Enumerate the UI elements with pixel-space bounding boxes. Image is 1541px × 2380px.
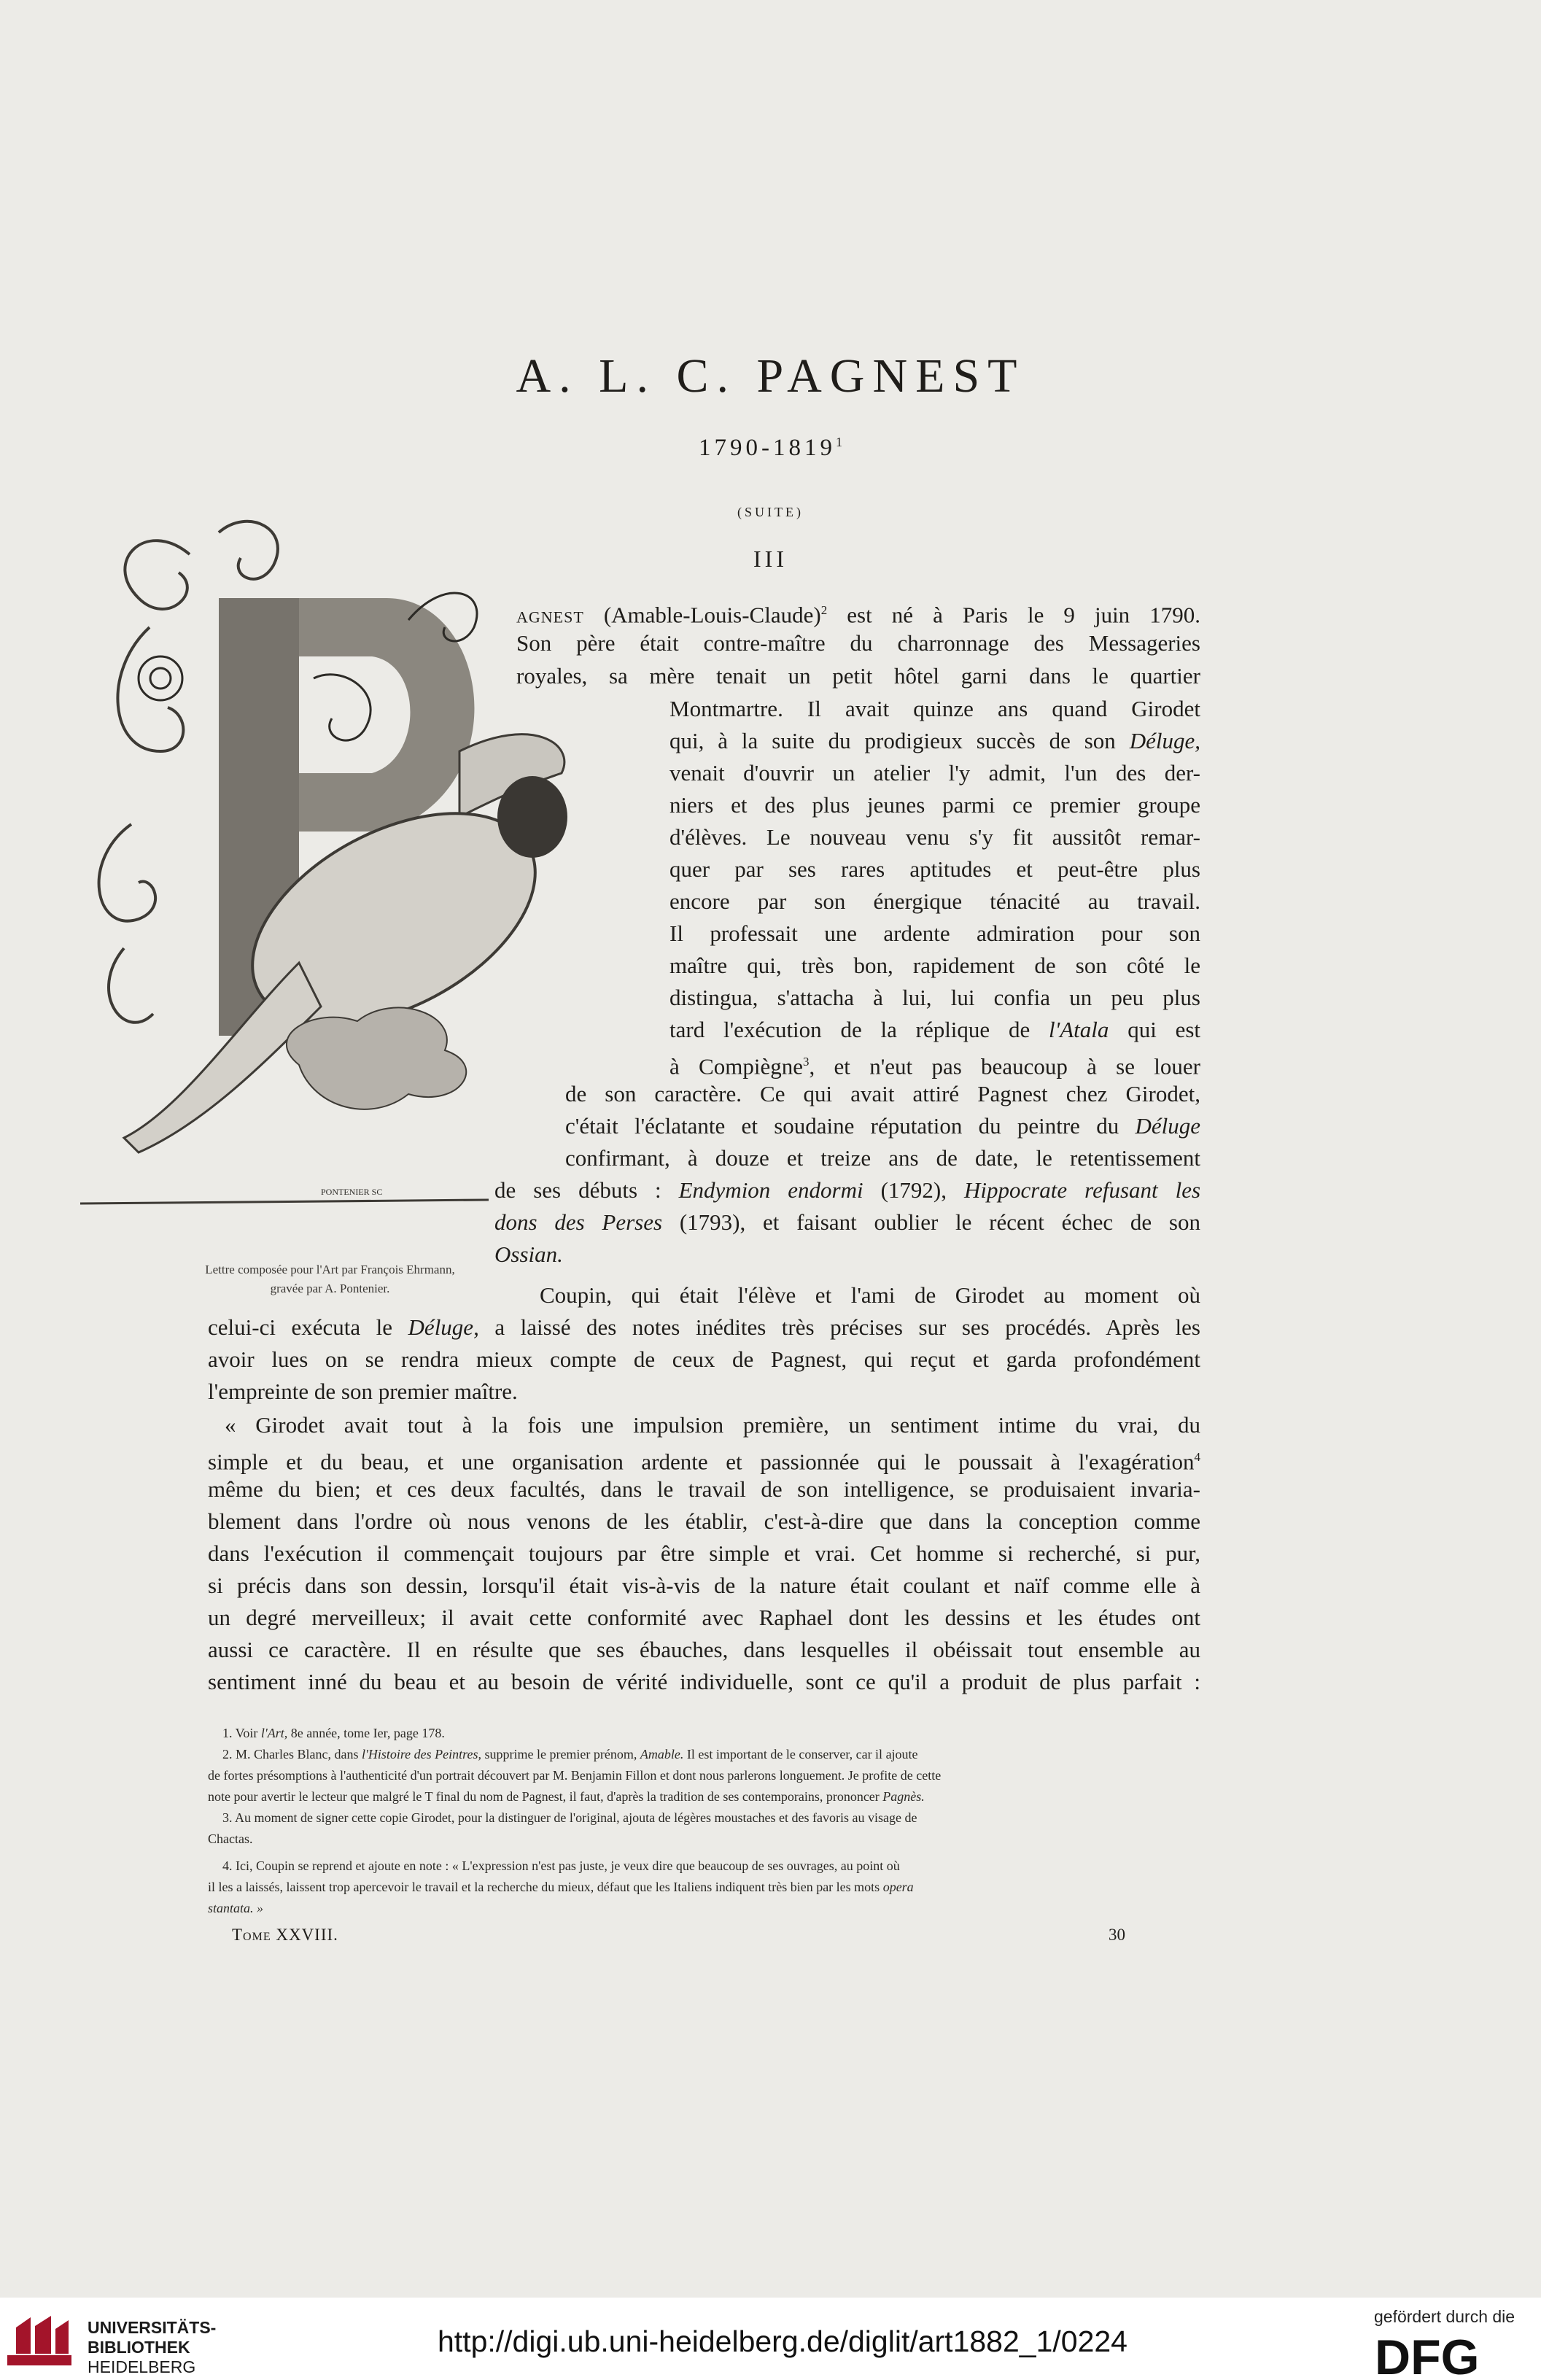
text-span: simple et du beau, et une organisation ardente et passionnée qui le poussait à l'exagération bbox=[208, 1449, 1195, 1475]
text-span: supprime le premier prénom, bbox=[484, 1747, 637, 1761]
body-line bbox=[669, 1046, 1200, 1082]
artwork-title: Déluge, bbox=[1129, 728, 1200, 753]
lead-word: agnest bbox=[516, 602, 584, 628]
engraver-signature: PONTENIER SC bbox=[321, 1187, 383, 1197]
body-line: distingua, s'attacha à lui, lui confia un peu plus bbox=[669, 985, 1200, 1010]
body-line: blement dans l'ordre où nous venons de les établir, c'est-à-dire que dans la conception comme bbox=[208, 1508, 1200, 1534]
sponsor-text: gefördert durch die bbox=[1374, 2307, 1515, 2326]
artwork-title: Hippocrate refusant les bbox=[963, 1177, 1201, 1203]
artwork-title: l'Atala bbox=[1049, 1017, 1109, 1042]
article-dates bbox=[0, 435, 1541, 462]
body-line: « Girodet avait tout à la fois une impulsion première, un sentiment intime du vrai, du bbox=[225, 1412, 1200, 1438]
body-line bbox=[494, 1174, 1200, 1206]
publication-title: l'Art, bbox=[260, 1726, 288, 1740]
article-title: A. L. C. PAGNEST bbox=[516, 349, 1025, 403]
body-line: venait d'ouvrir un atelier l'y admit, l'un des der- bbox=[669, 760, 1200, 786]
footnote-3: 3. Au moment de signer cette copie Girodet, pour la distinguer de l'original, ajouta de légères moustaches et des favoris au visage de bbox=[222, 1810, 917, 1825]
text-span: a laissé des notes inédites très précises sur ses procédés. Après les bbox=[494, 1314, 1200, 1340]
publication-title: l'Histoire des Peintres, bbox=[361, 1747, 481, 1761]
footnote-2 bbox=[222, 1744, 1214, 1765]
body-line bbox=[516, 594, 1200, 631]
cloud bbox=[287, 1007, 466, 1109]
institution-line: HEIDELBERG bbox=[88, 2357, 196, 2376]
dfg-logo-text: DFG bbox=[1375, 2333, 1480, 2377]
body-line: Son père était contre-maître du charronnage des Messageries bbox=[516, 630, 1200, 656]
body-line: même du bien; et ces deux facultés, dans le travail de son intelligence, se produisaient invaria- bbox=[208, 1476, 1200, 1502]
text-span: Il est important de le conserver, car il ajoute bbox=[686, 1747, 918, 1761]
body-line: de son caractère. Ce qui avait attiré Pagnest chez Girodet, bbox=[565, 1081, 1200, 1106]
text-span: note pour avertir le lecteur que malgré le T final du nom de Pagnest, il faut, d'après la tradition de ses contemporains, prononcer bbox=[208, 1789, 880, 1804]
university-name bbox=[88, 2318, 216, 2377]
footnote-4: 4. Ici, Coupin se reprend et ajoute en note : « L'expression n'est pas juste, je veux dire que beaucoup de ses ouvrages, au point où bbox=[222, 1858, 900, 1873]
body-line bbox=[208, 1441, 1200, 1478]
decorated-initial-p-illustration bbox=[80, 511, 576, 1222]
text-span: c'était l'éclatante et soudaine réputation du peintre du bbox=[565, 1113, 1119, 1139]
text-span: de ses débuts : bbox=[494, 1177, 661, 1203]
body-line: Montmartre. Il avait quinze ans quand Girodet bbox=[669, 696, 1200, 721]
footnote-ref-3: 3 bbox=[802, 1055, 810, 1069]
body-line: maître qui, très bon, rapidement de son côté le bbox=[669, 953, 1200, 978]
body-line: Il professait une ardente admiration pour son bbox=[669, 920, 1200, 946]
footnote-2-line-2: de fortes présomptions à l'authenticité d'un portrait découvert par M. Benjamin Fillon et dont nous parlerons longuement. Je profite de cette bbox=[208, 1768, 942, 1783]
footnote-3-line-2: Chactas. bbox=[208, 1831, 253, 1846]
institution-line: UNIVERSITÄTS- bbox=[88, 2318, 217, 2337]
caption-line-1: Lettre composée pour l'Art par François Ehrmann, bbox=[205, 1263, 455, 1276]
body-line: l'empreinte de son premier maître. bbox=[208, 1379, 518, 1404]
text-span: il les a laissés, laissent trop apercevoir le travail et la recherche du mieux, défaut que les Italiens indiquent très bien par les mots bbox=[208, 1880, 880, 1894]
body-line: sentiment inné du beau et au besoin de vérité individuelle, sont ce qu'il a produit de plus parfait : bbox=[208, 1669, 1200, 1694]
text-span: (1793), et faisant oublier le récent échec de son bbox=[679, 1209, 1201, 1235]
institution-line: BIBLIOTHEK bbox=[88, 2338, 190, 2357]
body-line: Coupin, qui était l'élève et l'ami de Girodet au moment où bbox=[540, 1282, 1200, 1308]
text-span: 1. Voir bbox=[222, 1726, 258, 1740]
latin-term: stantata. » bbox=[208, 1901, 264, 1915]
body-line: d'élèves. Le nouveau venu s'y fit aussitôt remar- bbox=[669, 824, 1200, 850]
body-line: si précis dans son dessin, lorsqu'il était vis-à-vis de la nature était coulant et naïf comme elle à bbox=[208, 1573, 1200, 1598]
body-line bbox=[565, 1110, 1200, 1142]
body-line bbox=[208, 1311, 1200, 1344]
text-span: (1792), bbox=[880, 1177, 947, 1203]
body-line bbox=[494, 1206, 1200, 1239]
text-span: celui-ci exécuta le bbox=[208, 1314, 393, 1340]
footnote-ref-4: 4 bbox=[1194, 1450, 1200, 1464]
body-line bbox=[669, 1014, 1200, 1046]
body-line: royales, sa mère tenait un petit hôtel garni dans le quartier bbox=[516, 663, 1200, 689]
body-line bbox=[494, 1239, 1200, 1271]
page-number: 30 bbox=[1109, 1926, 1125, 1944]
figure-caption bbox=[168, 1260, 492, 1298]
body-line: confirmant, à douze et treize ans de date, le retentissement bbox=[565, 1145, 1200, 1171]
footnote-4-line-2 bbox=[208, 1877, 1200, 1898]
body-line bbox=[669, 725, 1200, 757]
name-emphasis: Amable. bbox=[640, 1747, 684, 1761]
name-emphasis: Pagnès. bbox=[882, 1789, 925, 1804]
body-line: aussi ce caractère. Il en résulte que ses ébauches, dans lesquelles il obéissait tout ensemble au bbox=[208, 1637, 1200, 1662]
artwork-title: Ossian. bbox=[494, 1241, 563, 1267]
artwork-title: Endymion endormi bbox=[678, 1177, 863, 1203]
text-span: à Compiègne bbox=[669, 1053, 803, 1079]
text-span: 8e année, tome Ier, page 178. bbox=[290, 1726, 445, 1740]
text-span: qui est bbox=[1127, 1017, 1201, 1042]
dates-text: 1790-1819 bbox=[699, 435, 836, 461]
footnote-4-line-3 bbox=[208, 1898, 1200, 1919]
text-span: tard l'exécution de la réplique de bbox=[669, 1017, 1030, 1042]
artwork-title: Déluge bbox=[1135, 1113, 1200, 1139]
latin-term: opera bbox=[882, 1880, 914, 1894]
caption-line-2: gravée par A. Pontenier. bbox=[270, 1282, 390, 1295]
footnote-1 bbox=[222, 1723, 1214, 1744]
dfg-logo-icon bbox=[1375, 2333, 1521, 2377]
body-line: un degré merveilleux; il avait cette conformité avec Raphael dont les dessins et les études ont bbox=[208, 1605, 1200, 1630]
suite-label: (SUITE) bbox=[737, 505, 804, 519]
body-line: quer par ses rares aptitudes et peut-être plus bbox=[669, 856, 1200, 882]
body-line: avoir lues on se rendra mieux compte de ceux de Pagnest, qui reçut et garda profondément bbox=[208, 1346, 1200, 1372]
body-line: encore par son énergique ténacité au travail. bbox=[669, 888, 1200, 914]
footnote-ref-1: 1 bbox=[836, 435, 842, 449]
permalink-url[interactable]: http://digi.ub.uni-heidelberg.de/diglit/art1882_1/0224 bbox=[438, 2325, 1127, 2358]
footnote-ref-2: 2 bbox=[820, 603, 828, 617]
figure-head bbox=[497, 776, 567, 858]
artwork-title: Déluge, bbox=[408, 1314, 479, 1340]
text-span: qui, à la suite du prodigieux succès de son bbox=[669, 728, 1116, 753]
university-library-logo-icon bbox=[6, 2311, 76, 2377]
artwork-title: dons des Perses bbox=[494, 1209, 663, 1235]
text-span: , et n'eut pas beaucoup à se louer bbox=[809, 1053, 1200, 1079]
text-span: est né à Paris le 9 juin 1790. bbox=[847, 602, 1200, 628]
text-span: 2. M. Charles Blanc, dans bbox=[222, 1747, 359, 1761]
footnote-2-line-3 bbox=[208, 1786, 1200, 1807]
body-line: niers et des plus jeunes parmi ce premier groupe bbox=[669, 792, 1200, 818]
text-span: (Amable-Louis-Claude) bbox=[603, 602, 821, 628]
volume-label: Tome XXVIII. bbox=[232, 1926, 338, 1944]
section-number: III bbox=[753, 546, 788, 572]
body-line: dans l'exécution il commençait toujours par être simple et vrai. Cet homme si recherché, si pur, bbox=[208, 1540, 1200, 1566]
